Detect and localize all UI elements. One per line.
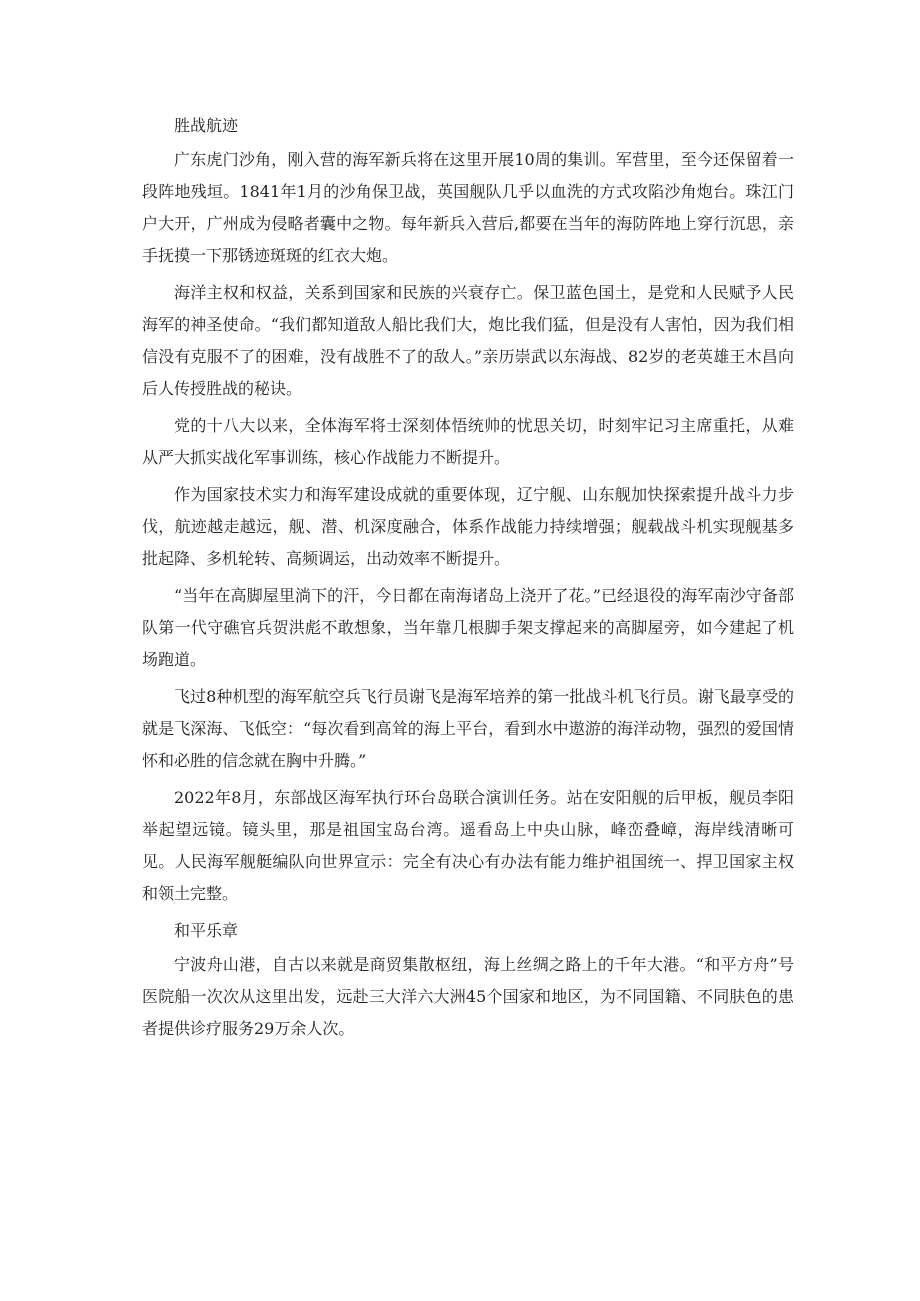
paragraph: 党的十八大以来，全体海军将士深刻体悟统帅的忧思关切，时刻牢记习主席重托，从难从严大抓实战化军事训练，核心作战能力不断提升。 bbox=[142, 416, 794, 467]
document-page bbox=[142, 110, 794, 1050]
section-heading-victory-voyage: 胜战航迹 bbox=[174, 116, 239, 135]
section-heading-peace-movement: 和平乐章 bbox=[174, 921, 239, 940]
paragraph: 2022年8月，东部战区海军执行环台岛联合演训任务。站在安阳舰的后甲板，舰员李阳举起望远镜。镜头里，那是祖国宝岛台湾。遥看岛上中央山脉，峰峦叠嶂，海岸线清晰可见。人民海军舰艇编队向世界宣示：完全有决心有办法有能力维护祖国统一、捍卫国家主权和领土完整。 bbox=[142, 788, 794, 903]
paragraph: 宁波舟山港，自古以来就是商贸集散枢纽，海上丝绸之路上的千年大港。“和平方舟”号医院船一次次从这里出发，远赴三大洋六大洲45个国家和地区，为不同国籍、不同肤色的患者提供诊疗服务29万余人次。 bbox=[142, 955, 794, 1038]
paragraph: 作为国家技术实力和海军建设成就的重要体现，辽宁舰、山东舰加快探索提升战斗力步伐，航迹越走越远，舰、潜、机深度融合，体系作战能力持续增强；舰载战斗机实现舰基多批起降、多机轮转、高频调运，出动效率不断提升。 bbox=[142, 485, 794, 568]
paragraph: 飞过8种机型的海军航空兵飞行员谢飞是海军培养的第一批战斗机飞行员。谢飞最享受的就是飞深海、飞低空：“每次看到高耸的海上平台，看到水中遨游的海洋动物，强烈的爱国情怀和必胜的信念就在胸中升腾。” bbox=[142, 687, 794, 770]
paragraph: 海洋主权和权益，关系到国家和民族的兴衰存亡。保卫蓝色国土，是党和人民赋予人民海军的神圣使命。“我们都知道敌人船比我们大，炮比我们猛，但是没有人害怕，因为我们相信没有克服不了的困难，没有战胜不了的敌人。”亲历崇武以东海战、82岁的老英雄王木昌向后人传授胜战的秘诀。 bbox=[142, 283, 794, 398]
paragraph: 广东虎门沙角，刚入营的海军新兵将在这里开展10周的集训。军营里，至今还保留着一段阵地残垣。1841年1月的沙角保卫战，英国舰队几乎以血洗的方式攻陷沙角炮台。珠江门户大开，广州成为侵略者囊中之物。每年新兵入营后,都要在当年的海防阵地上穿行沉思，亲手抚摸一下那锈迹斑斑的红衣大炮。 bbox=[142, 150, 794, 265]
paragraph: “当年在高脚屋里淌下的汗，今日都在南海诸岛上浇开了花。”已经退役的海军南沙守备部队第一代守礁官兵贺洪彪不敢想象，当年靠几根脚手架支撑起来的高脚屋旁，如今建起了机场跑道。 bbox=[142, 586, 794, 669]
